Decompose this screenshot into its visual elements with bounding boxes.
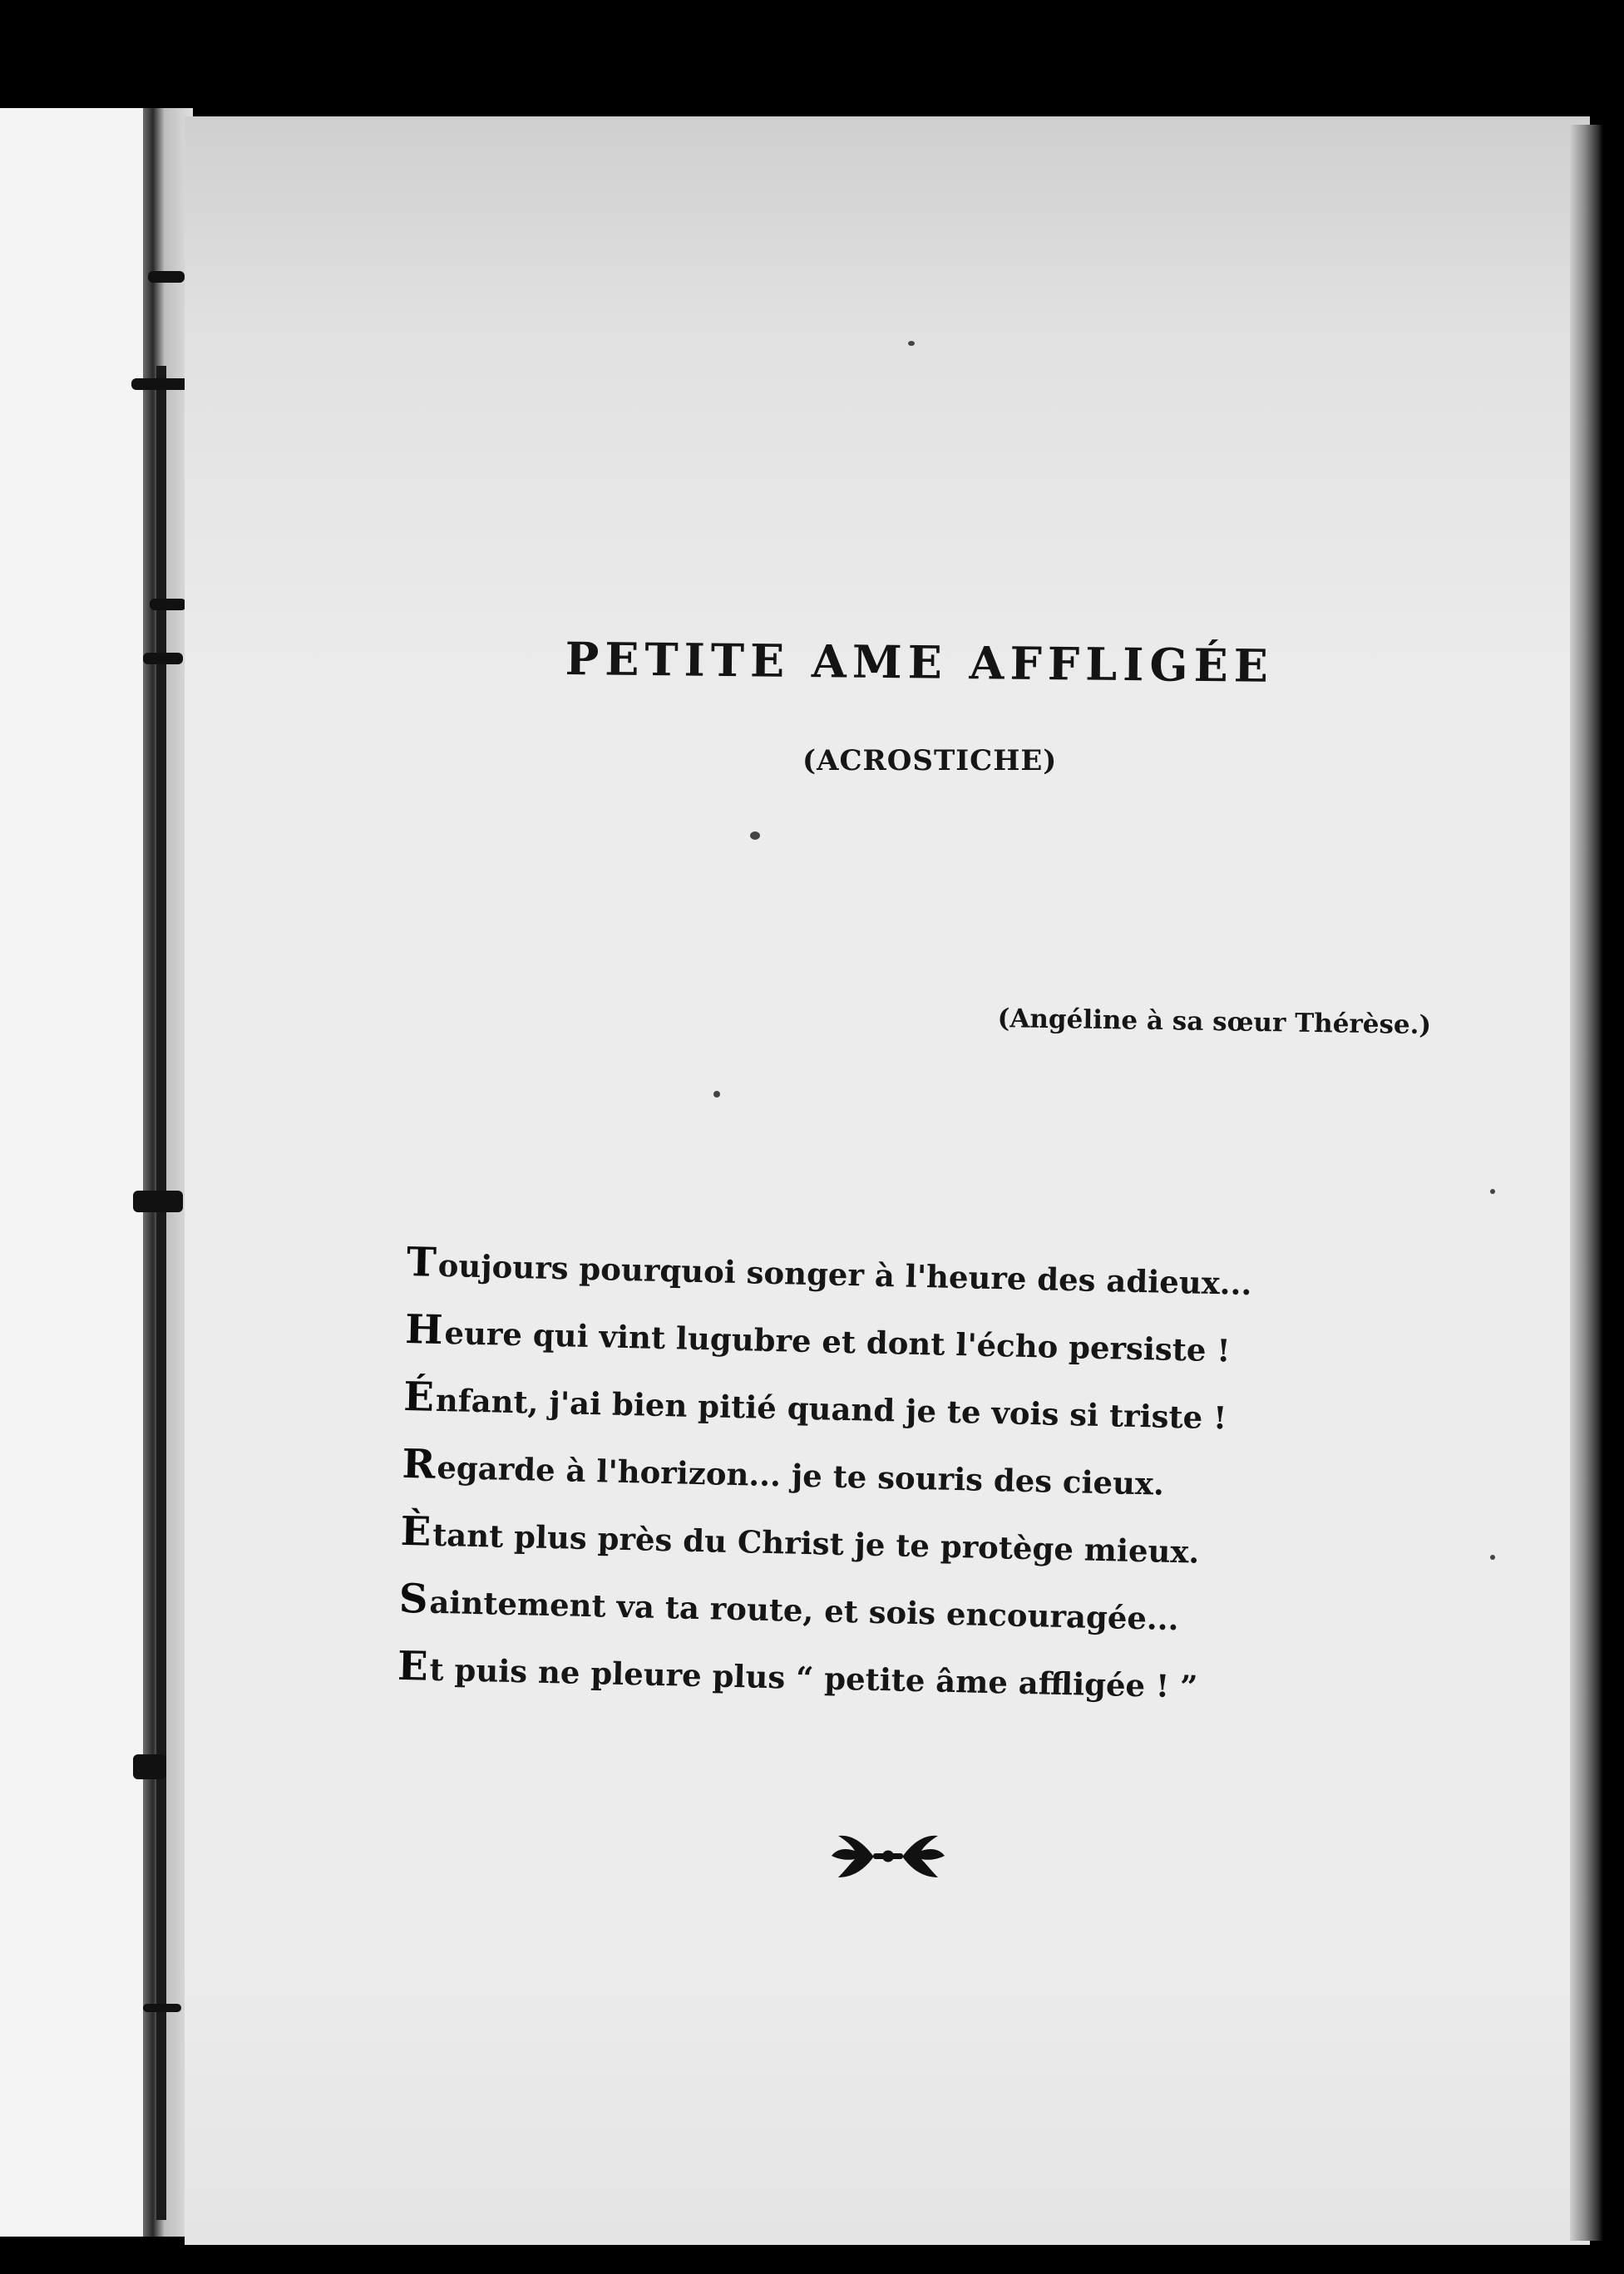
spine-mark — [150, 599, 186, 610]
poem-dedication: (Angéline à sa sœur Thérèse.) — [997, 1004, 1432, 1041]
book-page — [185, 116, 1590, 2245]
acrostic-initial: R — [401, 1440, 437, 1488]
spine-mark — [131, 378, 191, 390]
verse-text: oujours pourquoi songer à l'heure des adieux... — [437, 1246, 1252, 1303]
spine-mark — [133, 1191, 183, 1212]
spine-mark — [148, 271, 185, 283]
poem-verses — [397, 1229, 1364, 1722]
verse-text: tant plus près du Christ je te protège mieux. — [432, 1516, 1200, 1571]
poem-subtitle: (ACROSTICHE) — [802, 744, 1058, 777]
spine-rule — [156, 366, 166, 2220]
paper-speck — [1490, 1189, 1495, 1194]
spine-mark — [133, 1754, 166, 1779]
acrostic-initial: E — [397, 1642, 429, 1690]
verse-text: t puis ne pleure plus “ petite âme affligée ! ” — [429, 1650, 1198, 1705]
left-page — [0, 108, 148, 2237]
verse-text: nfant, j'ai bien pitié quand je te vois si triste ! — [435, 1381, 1227, 1437]
spine-mark — [143, 653, 183, 664]
acrostic-initial: È — [400, 1507, 432, 1556]
paper-speck — [908, 341, 915, 346]
acrostic-initial: S — [398, 1575, 429, 1623]
fleuron-ornament-icon — [830, 1828, 946, 1886]
acrostic-initial: É — [402, 1373, 435, 1421]
page-edge-shadow — [1570, 125, 1603, 2241]
acrostic-initial: H — [404, 1305, 444, 1354]
verse-text: aintement va ta route, et sois encouragée... — [428, 1583, 1180, 1638]
paper-speck — [713, 1091, 720, 1098]
paper-speck — [750, 831, 760, 840]
verse-text: egarde à l'horizon... je te souris des cieux. — [436, 1448, 1165, 1502]
paper-speck — [1490, 1555, 1495, 1560]
verse-text: eure qui vint lugubre et dont l'écho persiste ! — [444, 1315, 1232, 1369]
poem-title: PETITE AME AFFLIGÉE — [565, 632, 1275, 693]
spine-mark — [143, 2004, 181, 2012]
acrostic-initial: T — [406, 1238, 437, 1286]
